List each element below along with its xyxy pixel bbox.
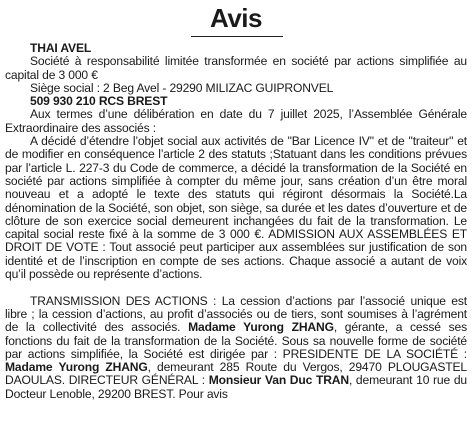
company-headquarters: Siège social : 2 Beg Avel - 29290 MILIZAC GUIPRONVEL [30, 80, 334, 95]
gerante-name: Madame Yurong ZHANG [188, 320, 334, 335]
company-rcs: 509 930 210 RCS BREST [30, 94, 168, 109]
paragraph-transmission [5, 295, 467, 401]
transmission-text-d: , demeurant 10 rue du Docteur Lenoble, 29200 BREST. Pour avis [5, 373, 467, 401]
notice-header [5, 0, 467, 40]
notice-title: Avis [210, 3, 262, 33]
company-name: THAI AVEL [30, 41, 92, 55]
legal-notice [5, 0, 467, 401]
paragraph-intro: Aux termes d’une délibération en date du 7 juillet 2025, l’Assemblée Générale Extraordinaire des associés : [5, 107, 467, 135]
paragraph-decision: A décidé d’étendre l’objet social aux activités de "Bar Licence IV" et de "traiteur" et de modifier en conséquence l’article 2 des statuts ;Statuant dans les conditions prévues par l’article L. 227-3 du Code de commerce, a décidé la transformation de la Société en société par actions simplifiée à compter du même jour, sans création d’un être moral nouveau et a adopté le texte des statuts qui régiront désormais la Société.La dénomination de la Société, son objet, son siège, sa durée et les dates d’ouverture et de clôture de son exercice social demeurent inchangées du fait de la transformation. Le capital social reste fixé à la somme de 3 000 €. ADMISSION AUX ASSEMBLÉES ET DROIT DE VOTE : Tout associé peut participer aux assemblées sur justification de son identité et de l’inscription en compte de ses actions. Chaque associé a autant de voix qu’il possède ou représente d’actions. [5, 134, 467, 282]
notice-body [5, 42, 467, 401]
transmission-text-c: , demeurant 285 Route du Vergos, 29470 PLOUGASTEL DAOULAS. DIRECTEUR GÉNÉRAL : [5, 360, 467, 388]
presidente-name: Madame Yurong ZHANG [5, 360, 148, 375]
title-underline [191, 36, 283, 37]
directeur-general-name: Monsieur Van Duc TRAN [208, 373, 349, 388]
transmission-text-b: , gérante, a cessé ses fonctions du fait de la transformation de la Société. Sous sa nouvelle forme de société par actions simplifiée, la Société est dirigée par : PRESIDENTE DE LA SOCIÉTÉ : [5, 320, 467, 361]
paragraph-spacer [5, 281, 467, 294]
company-form: Société à responsabilité limitée transformée en société par actions simplifiée au capital de 3 000 € [5, 54, 467, 82]
transmission-text-a: TRANSMISSION DES ACTIONS : La cession d’actions par l’associé unique est libre ; la cession d’actions, au profit d’associés ou de tiers, sont soumises à l’agrément de la collectivité des associés. [5, 293, 467, 335]
